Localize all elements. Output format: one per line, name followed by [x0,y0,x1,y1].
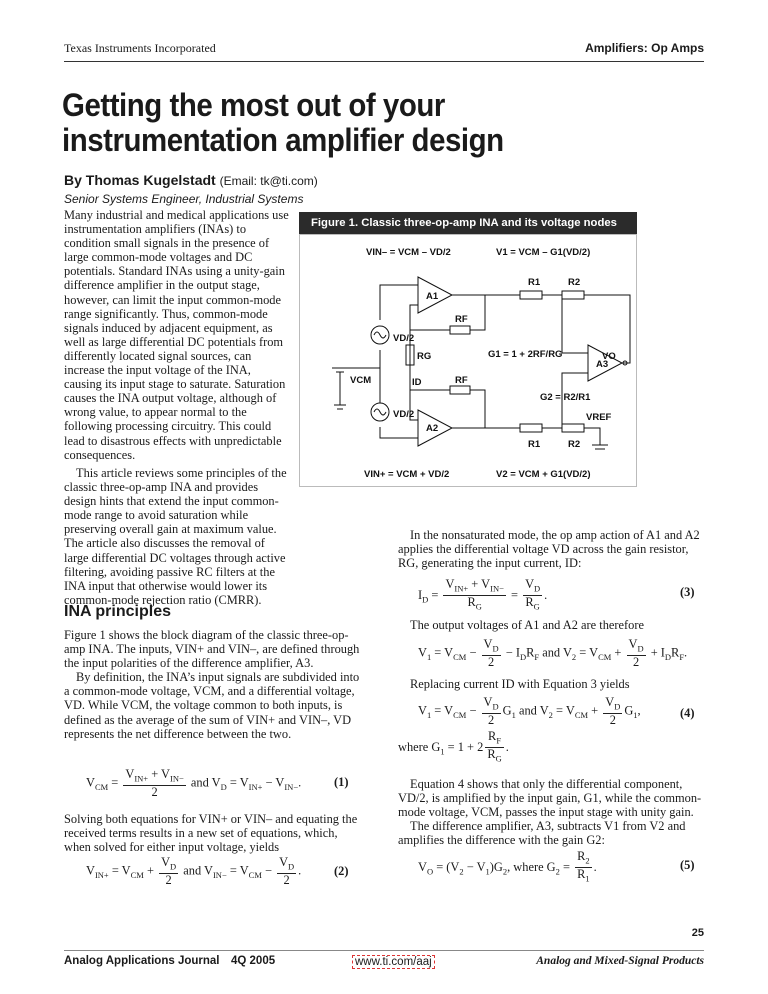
equation-5-number: (5) [680,858,695,872]
intro2-wrapper [64,466,289,607]
resistor-r1-top [520,291,542,299]
principles-p3: Solving both equations for VIN+ or VIN– and equating the received terms results in a new set of equations, which, when solved for either input voltage, yields [64,812,358,855]
right-body-1 [398,528,704,570]
equation-2: $V_{IN+} = V_{CM}$ + $\frac{V_D}{2}$ and $V_{IN-} = V_{CM}$ − $\frac{V_D}{2}$ . [86,855,302,888]
right-body-4 [398,777,704,847]
figure-caption: Figure 1. Classic three-op-amp INA and its voltage nodes [299,212,637,234]
label-a2: A2 [426,423,439,434]
right-body-2 [398,618,704,632]
label-r1-top: R1 [528,277,541,288]
footer-tagline: Analog and Mixed-Signal Products [536,955,704,967]
left-body-2 [64,812,364,854]
byline-prefix: By [64,172,86,188]
figure-1 [299,212,637,487]
replacing-paragraph: Replacing current ID with Equation 3 yields [410,677,630,691]
label-r1-bottom: R1 [528,439,541,450]
equation-4: $V_1 = V_{CM}$ − $\frac{V_D}{2}$ $G_1$ and $V_2 = V_{CM}$ + $\frac{V_D}{2}$ $G_1$, [418,695,641,728]
principles-p2: By definition, the INA’s input signals are subdivided into a common-mode voltage, VCM, and a differential voltage, VD. While VCM, the voltage common to both inputs, is defined as the average of the sum of VIN+ and VIN–, VD represents the net difference between the two. [64,670,360,741]
resistor-r2-bottom [562,424,584,432]
label-v2: V2 = VCM + G1(VD/2) [496,469,591,480]
label-vref: VREF [586,412,612,423]
label-rf-bottom: RF [455,375,468,386]
label-a1: A1 [426,291,439,302]
header-section: Amplifiers: Op Amps [585,41,704,55]
equation-output-voltages: $V_1 = V_{CM}$ − $\frac{V_D}{2}$ − $I_DR_F$ and $V_2 = V_{CM}$ + $\frac{V_D}{2}$ + $I_DR_F$. [418,637,688,670]
resistor-r1-bottom [520,424,542,432]
figure-body [299,234,637,487]
label-vin-plus: VIN+ = VCM + VD/2 [364,469,450,480]
label-rg: RG [417,351,432,362]
label-r2-top: R2 [568,277,581,288]
footer-journal: Analog Applications Journal [64,955,220,967]
difference-amp-paragraph: The difference amplifier, A3, subtracts V1 from V2 and amplifies the difference with the gain G2: [398,819,686,848]
left-body [64,628,364,741]
page-number: 25 [691,927,704,939]
header-rule [64,61,704,62]
equation-4-number: (4) [680,706,695,720]
resistor-rf-bottom [450,386,470,394]
label-id: ID [412,377,422,388]
intro-paragraph-part1 [64,208,289,462]
label-vo: VO [602,351,616,362]
intro-paragraph: Many industrial and medical applications use instrumentation amplifiers (INAs) to condition small signals in the presence of large common-mode voltages and DC potentials. Standard INAs using a unity-gain difference amplifier in the output stage, however, can limit the input common-mode range significantly. Thus, common-mode signals induced by adjacent equipment, as well as large differential DC potentials from differently located signal sources, can increase the input voltage of the INA, causing its input stage to saturate. Saturation causes the INA output voltage, although of wrong value, to appear normal to the following processing circuitry. This could lead to disastrous effects with unpredictable consequences. [64,208,289,462]
author-role: Senior Systems Engineer, Industrial Systems [64,192,304,206]
footer-rule [64,950,704,951]
principles-p1: Figure 1 shows the block diagram of the classic three-op-amp INA. The inputs, VIN+ and VIN–, are defined through the input polarities of the difference amplifier, A3. [64,628,360,671]
label-r2-bottom: R2 [568,439,581,450]
label-vin-minus: VIN– = VCM – VD/2 [366,247,451,258]
equation-g1-definition: where $G_1 = 1 + 2$ $\frac{R_F}{R_G}$ . [398,729,509,764]
section-title: INA principles [64,603,171,620]
intro-paragraph-2: This article reviews some principles of the classic three-op-amp INA and provides design hints that extend the input common-mode range to avoid saturation while preserving overall gain at maximum value. The article also discusses the removal of large differential DC voltages through active filtering, avoiding passive RC filters at the INA input that otherwise would lower its common-mode rejection ratio (CMRR). [64,466,287,607]
article-title: Getting the most out of your instrumentation amplifier design [62,87,504,158]
ina-schematic [300,235,636,486]
equation-1: $V_{CM}$ = $\frac{V_{IN+} + V_{IN-}}{2}$ and $V_D = V_{IN+} - V_{IN-}$. [86,767,302,800]
label-g1: G1 = 1 + 2RF/RG [488,349,563,360]
equation-3: $I_D$ = $\frac{V_{IN+} + V_{IN-}}{R_G}$ = $\frac{V_D}{R_G}$ . [418,577,548,612]
equation-1-number: (1) [334,775,349,789]
label-vd2-bottom: VD/2 [393,409,415,420]
byline [64,172,318,188]
label-v1: V1 = VCM – G1(VD/2) [496,247,591,258]
author-email: (Email: tk@ti.com) [219,174,318,188]
label-g2: G2 = R2/R1 [540,392,591,403]
footer-issue: 4Q 2005 [231,955,276,967]
equation-5: $V_O = (V_2 - V_1)G_2$, where $G_2$ = $\frac{R_2}{R_1}$ . [418,849,597,884]
label-vd2-top: VD/2 [393,333,415,344]
header-company: Texas Instruments Incorporated [64,41,216,55]
label-rf-top: RF [455,314,468,325]
label-vcm: VCM [350,375,372,386]
right-body-3 [398,677,704,691]
author-name: Thomas Kugelstadt [85,172,216,188]
equation4-explanation: Equation 4 shows that only the differential component, VD/2, is amplified by the input gain, G1, while the common-mode voltage, VCM, passes the input stage with unity gain. [398,777,702,820]
resistor-rf-top [450,326,470,334]
label-a3: A3 [596,359,609,370]
equation-2-number: (2) [334,864,349,878]
resistor-r2-top [562,291,584,299]
equation-3-number: (3) [680,585,695,599]
nonsaturated-paragraph: In the nonsaturated mode, the op amp action of A1 and A2 applies the differential voltage VD across the gain resistor, RG, generating the input current, ID: [398,528,700,571]
output-voltages-paragraph: The output voltages of A1 and A2 are therefore [410,618,644,632]
footer-url-link[interactable]: www.ti.com/aaj [352,955,435,969]
